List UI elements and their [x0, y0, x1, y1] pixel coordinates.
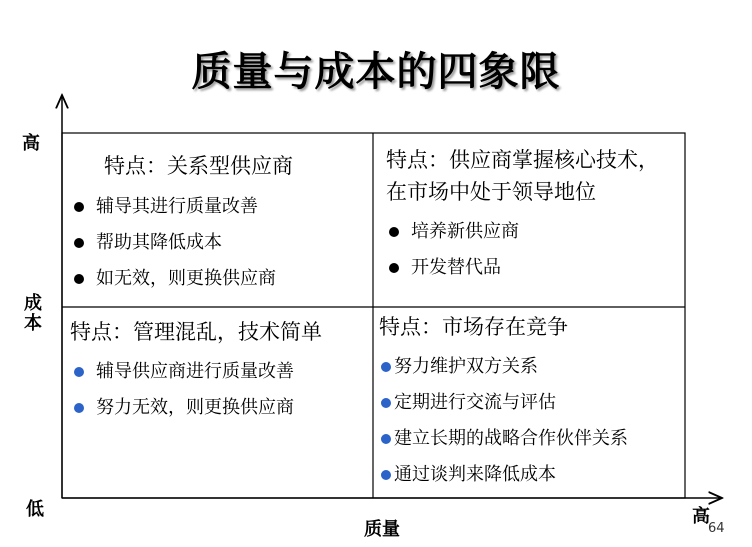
list-item: 辅导供应商进行质量改善 [74, 354, 294, 390]
list-item: 定期进行交流与评估 [381, 385, 628, 421]
bullet-dot-icon [74, 202, 84, 212]
quadrant-top-right-heading: 特点：供应商掌握核心技术， 在市场中处于领导地位 [386, 148, 659, 204]
y-axis-label: 成 本 [24, 293, 42, 334]
list-item: 如无效，则更换供应商 [74, 261, 276, 297]
quadrant-bottom-left-list [74, 354, 294, 426]
list-item: 开发替代品 [389, 250, 519, 286]
y-axis-high-label: 高 [22, 133, 40, 154]
x-axis-high-label: 高 [692, 506, 710, 527]
quadrant-top-left-list [74, 189, 276, 297]
quadrant-top-right-list [389, 214, 519, 286]
bullet-dot-icon [389, 263, 399, 273]
x-axis-label: 质量 [364, 519, 400, 540]
list-item: 建立长期的战略合作伙伴关系 [381, 421, 628, 457]
bullet-dot-icon [74, 403, 84, 413]
quadrant-bottom-right-list [381, 349, 628, 493]
list-item: 努力无效，则更换供应商 [74, 390, 294, 426]
bullet-dot-icon [381, 434, 391, 444]
slide-title: 质量与成本的四象限 [191, 49, 561, 95]
bullet-dot-icon [381, 398, 391, 408]
page-number: 64 [708, 521, 725, 536]
bullet-dot-icon [389, 227, 399, 237]
bullet-dot-icon [381, 470, 391, 480]
list-item: 努力维护双方关系 [381, 349, 628, 385]
quadrant-top-left-heading: 特点：关系型供应商 [104, 154, 293, 178]
list-item: 培养新供应商 [389, 214, 519, 250]
bullet-dot-icon [74, 274, 84, 284]
bullet-dot-icon [74, 238, 84, 248]
list-item: 通过谈判来降低成本 [381, 457, 628, 493]
bullet-dot-icon [74, 367, 84, 377]
y-axis-low-label: 低 [26, 499, 44, 520]
bullet-dot-icon [381, 362, 391, 372]
list-item: 帮助其降低成本 [74, 225, 276, 261]
list-item: 辅导其进行质量改善 [74, 189, 276, 225]
quadrant-bottom-right-heading: 特点：市场存在竞争 [379, 315, 568, 339]
quadrant-bottom-left-heading: 特点：管理混乱，技术简单 [70, 320, 322, 344]
